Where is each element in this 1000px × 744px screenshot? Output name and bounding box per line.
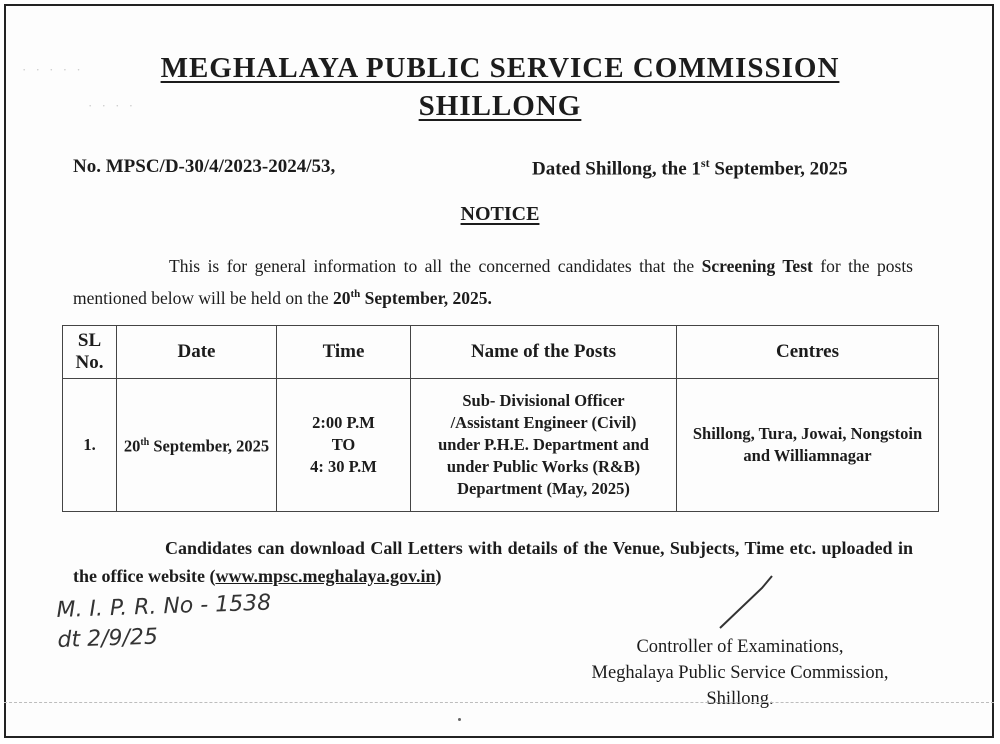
signatory-org: Meghalaya Public Service Commission, xyxy=(591,663,889,683)
table-row xyxy=(63,379,939,512)
test-date: 20th September, 2025. xyxy=(333,287,492,308)
faded-bleedthrough: · · · · xyxy=(88,98,137,113)
commission-city: SHILLONG xyxy=(418,90,582,122)
notice-heading: NOTICE xyxy=(460,203,540,225)
dated-line: Dated Shillong, the 1st September, 2025 xyxy=(532,156,848,180)
reference-number: No. MPSC/D-30/4/2023-2024/53, xyxy=(73,156,336,177)
header-date: Date xyxy=(117,326,277,379)
schedule-table xyxy=(62,325,939,512)
cell-time: 2:00 P.M TO 4: 30 P.M xyxy=(277,379,411,512)
signature-block xyxy=(560,634,920,712)
header-sl-no: SL No. xyxy=(63,326,117,379)
signatory-title: Controller of Examinations, xyxy=(636,637,844,657)
scan-speck xyxy=(458,718,461,721)
cell-date: 20th September, 2025 xyxy=(117,379,277,512)
intro-paragraph: This is for general information to all the concerned candidates that the Screening Test for the posts mentioned below will be held on the 20th September, 2025. xyxy=(73,256,913,308)
commission-title: MEGHALAYA PUBLIC SERVICE COMMISSION xyxy=(160,52,840,84)
scan-edge-line xyxy=(4,702,994,703)
download-paragraph: Candidates can download Call Letters with details of the Venue, Subjects, Time etc. uploaded in the office website (www.mpsc.meghalaya.gov.in) xyxy=(73,538,913,586)
header-time: Time xyxy=(277,326,411,379)
signatory-city: Shillong. xyxy=(706,689,774,709)
signature-mark xyxy=(712,572,782,632)
header-centres: Centres xyxy=(677,326,939,379)
cell-posts: Sub- Divisional Officer /Assistant Engineer (Civil) under P.H.E. Department and under Public Works (R&B) Department (May, 2025) xyxy=(411,379,677,512)
screening-test-term: Screening Test xyxy=(701,256,813,276)
cell-centres: Shillong, Tura, Jowai, Nongstoin and Williamnagar xyxy=(677,379,939,512)
website-link[interactable]: www.mpsc.meghalaya.gov.in xyxy=(215,566,436,586)
header-posts: Name of the Posts xyxy=(411,326,677,379)
cell-sl-no: 1. xyxy=(63,379,117,512)
table-header-row xyxy=(63,326,939,379)
handwritten-note: M. I. P. R. No - 1538 dt 2/9/25 xyxy=(56,590,272,653)
faded-bleedthrough: · · · · · xyxy=(22,62,84,77)
